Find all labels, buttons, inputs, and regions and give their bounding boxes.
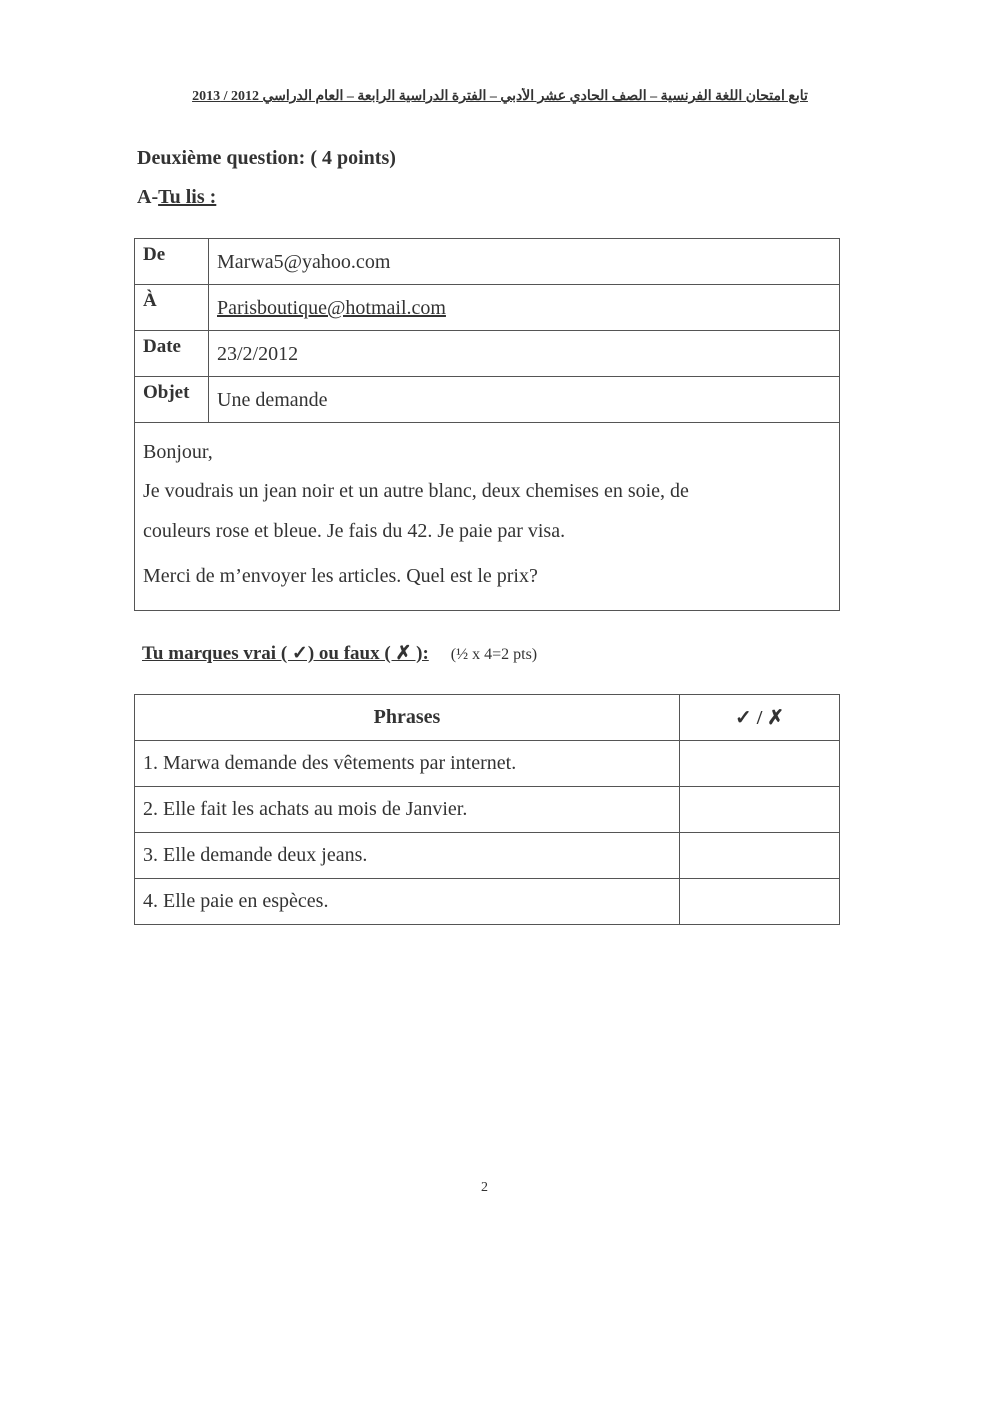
email-subject-row — [135, 377, 839, 423]
email-body — [143, 433, 833, 591]
email-box — [134, 238, 840, 611]
subject-label: Objet — [143, 382, 190, 403]
section-label: Tu lis : — [158, 186, 217, 208]
email-greeting: Bonjour, — [143, 441, 213, 463]
table-row — [135, 787, 840, 833]
to-label: À — [143, 290, 157, 311]
statement-3: 3. Elle demande deux jeans. — [135, 833, 680, 879]
table-row — [135, 741, 840, 787]
to-value: Parisboutique@hotmail.com — [217, 297, 446, 319]
table-row — [135, 833, 840, 879]
col-phrases: Phrases — [135, 695, 680, 741]
question-title: Deuxième question: ( 4 points) — [137, 147, 396, 169]
date-value: 23/2/2012 — [217, 343, 299, 365]
true-false-table — [134, 694, 840, 925]
points-note: (½ x 4=2 pts) — [450, 646, 538, 663]
email-from-row — [135, 239, 839, 285]
statement-2: 2. Elle fait les achats au mois de Janvier. — [135, 787, 680, 833]
email-closing: Merci de m’envoyer les articles. Quel est le prix? — [143, 565, 538, 587]
email-to-row — [135, 285, 839, 331]
answer-cell-3[interactable] — [680, 833, 840, 879]
table-header-row — [135, 695, 840, 741]
section-heading — [137, 186, 216, 209]
subject-value: Une demande — [217, 389, 328, 411]
table-row — [135, 879, 840, 925]
exam-header: تابع امتحان اللغة الفرنسية – الصف الحادي عشر الأدبي – الفترة الدراسية الرابعة – العام الدراسي 2012 / 2013 — [192, 89, 808, 104]
answer-cell-1[interactable] — [680, 741, 840, 787]
date-label: Date — [143, 336, 181, 357]
email-body-line-2: couleurs rose et bleue. Je fais du 42. Je paie par visa. — [143, 520, 566, 542]
statement-4: 4. Elle paie en espèces. — [135, 879, 680, 925]
email-body-line-1: Je voudrais un jean noir et un autre blanc, deux chemises en soie, de — [143, 480, 689, 502]
from-value: Marwa5@yahoo.com — [217, 251, 391, 273]
page-number: 2 — [481, 1180, 488, 1195]
exercise-instruction — [142, 642, 537, 665]
col-mark: ✓ / ✗ — [680, 695, 840, 741]
section-prefix: A- — [137, 186, 159, 208]
instruction-text: Tu marques vrai ( ✓) ou faux ( ✗ ): — [142, 643, 429, 664]
from-label: De — [143, 244, 166, 265]
statement-1: 1. Marwa demande des vêtements par internet. — [135, 741, 680, 787]
answer-cell-4[interactable] — [680, 879, 840, 925]
answer-cell-2[interactable] — [680, 787, 840, 833]
email-date-row — [135, 331, 839, 377]
